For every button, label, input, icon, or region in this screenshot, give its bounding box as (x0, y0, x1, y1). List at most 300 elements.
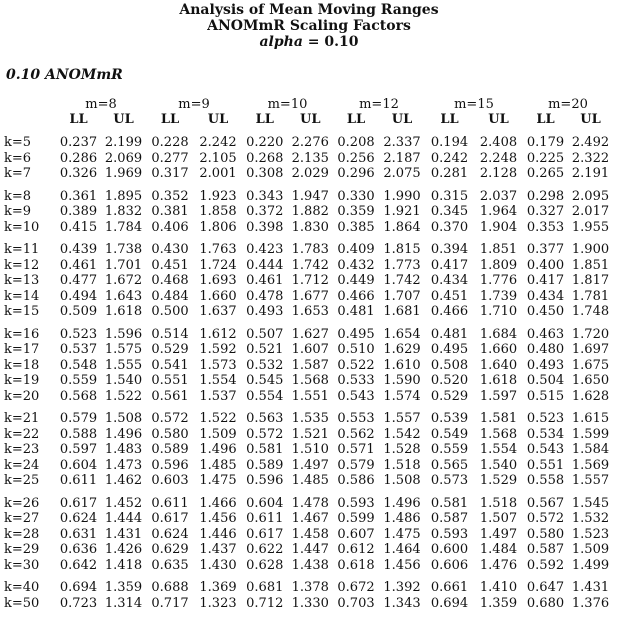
ll-value: 0.327 (526, 204, 565, 219)
ll-value: 0.466 (337, 288, 375, 304)
ul-value: 1.497 (479, 526, 518, 542)
ll-value: 0.389 (59, 204, 98, 219)
ul-value: 2.029 (291, 166, 329, 181)
ll-value: 0.522 (337, 357, 375, 373)
ll-value: 0.712 (246, 595, 284, 611)
k-label: k=7 (4, 166, 32, 181)
ll-value: 0.415 (59, 219, 98, 235)
column-header-m: m=10 (267, 97, 308, 112)
ul-value: 1.618 (104, 304, 143, 319)
ll-ul-header-row (4, 112, 613, 128)
ul-value: 1.573 (199, 357, 237, 373)
ll-value: 0.597 (59, 442, 98, 457)
table-row (4, 458, 613, 474)
ul-value: 1.947 (291, 188, 329, 204)
ul-value: 1.485 (199, 457, 237, 473)
subheader-ll: LL (255, 112, 274, 127)
ul-value: 1.654 (383, 326, 421, 342)
ll-value: 0.628 (246, 557, 284, 573)
ul-value: 1.650 (571, 373, 610, 388)
ll-value: 0.559 (430, 442, 469, 457)
ll-value: 0.599 (337, 511, 375, 526)
title-line-2: ANOMmR Scaling Factors (207, 18, 411, 34)
ll-value: 0.507 (246, 326, 284, 342)
ll-value: 0.281 (430, 166, 469, 181)
ll-value: 0.543 (526, 442, 565, 457)
ll-value: 0.596 (151, 457, 189, 473)
corner-cell (4, 112, 56, 128)
ll-value: 0.562 (337, 426, 375, 442)
ul-value: 1.895 (104, 188, 143, 204)
ll-value: 0.572 (526, 511, 565, 526)
k-label: k=40 (4, 580, 40, 595)
ll-value: 0.298 (526, 188, 565, 204)
ll-value: 0.352 (151, 188, 189, 204)
ll-value: 0.703 (337, 595, 375, 611)
table-row (4, 527, 613, 543)
ul-value: 1.473 (104, 457, 143, 473)
ul-value: 1.610 (383, 357, 421, 373)
ul-value: 1.542 (383, 426, 421, 442)
ll-value: 0.611 (246, 511, 284, 526)
ul-value: 1.540 (104, 373, 143, 388)
ul-value: 1.452 (104, 495, 143, 511)
table-row (4, 427, 613, 443)
ul-value: 2.322 (571, 150, 610, 166)
ll-value: 0.494 (59, 288, 98, 304)
ll-value: 0.430 (151, 242, 189, 257)
ll-value: 0.495 (430, 342, 469, 357)
ul-value: 1.809 (479, 257, 518, 273)
ll-value: 0.581 (246, 442, 284, 457)
table-row (4, 235, 613, 258)
ll-value: 0.359 (337, 204, 375, 219)
ll-value: 0.572 (246, 426, 284, 442)
ll-value: 0.642 (59, 557, 98, 573)
ll-value: 0.265 (526, 166, 565, 181)
ul-value: 1.627 (291, 326, 329, 342)
ul-value: 1.484 (479, 542, 518, 557)
ul-value: 1.693 (199, 273, 237, 288)
ll-value: 0.484 (151, 288, 189, 304)
ll-value: 0.573 (430, 473, 469, 488)
subheader-ul: UL (488, 112, 509, 127)
ul-value: 1.456 (383, 557, 421, 573)
ll-value: 0.606 (430, 557, 469, 573)
ul-value: 2.095 (571, 188, 610, 204)
ll-value: 0.521 (246, 342, 284, 357)
ul-value: 2.017 (571, 204, 610, 219)
table-row (4, 166, 613, 182)
ul-value: 1.518 (383, 457, 421, 473)
ul-value: 1.496 (199, 442, 237, 457)
ul-value: 1.900 (571, 242, 610, 257)
title-line-1: Analysis of Mean Moving Ranges (179, 2, 439, 18)
table-row (4, 204, 613, 220)
ll-value: 0.580 (526, 526, 565, 542)
ll-value: 0.515 (526, 388, 565, 404)
table-row (4, 511, 613, 527)
k-label: k=6 (4, 150, 32, 166)
ll-value: 0.208 (337, 135, 375, 150)
ll-value: 0.629 (151, 542, 189, 557)
ll-value: 0.541 (151, 357, 189, 373)
ll-value: 0.372 (246, 204, 284, 219)
ll-value: 0.529 (151, 342, 189, 357)
ul-value: 2.075 (383, 166, 421, 181)
k-label: k=26 (4, 495, 40, 511)
ul-value: 1.478 (291, 495, 329, 511)
ll-value: 0.553 (337, 411, 375, 426)
ll-value: 0.500 (151, 304, 189, 319)
k-label: k=23 (4, 442, 40, 457)
ll-value: 0.308 (246, 166, 284, 181)
ul-value: 1.569 (571, 457, 610, 473)
table-row (4, 558, 613, 574)
ll-value: 0.326 (59, 166, 98, 181)
ul-value: 1.742 (383, 273, 421, 288)
ll-value: 0.480 (526, 342, 565, 357)
k-label: k=50 (4, 595, 40, 611)
ll-value: 0.481 (337, 304, 375, 319)
ll-value: 0.532 (246, 357, 284, 373)
table-row (4, 573, 613, 596)
ll-value: 0.450 (526, 304, 565, 319)
ul-value: 1.510 (291, 442, 329, 457)
ul-value: 1.447 (291, 542, 329, 557)
ll-value: 0.451 (430, 288, 469, 304)
ll-value: 0.612 (337, 542, 375, 557)
ll-value: 0.256 (337, 150, 375, 166)
ul-value: 1.851 (479, 242, 518, 257)
ll-value: 0.723 (59, 595, 98, 611)
ul-value: 1.773 (383, 257, 421, 273)
ul-value: 1.418 (104, 557, 143, 573)
ul-value: 1.590 (383, 373, 421, 388)
table-row (4, 342, 613, 358)
k-label: k=28 (4, 526, 40, 542)
ul-value: 1.475 (383, 526, 421, 542)
ul-value: 1.359 (104, 580, 143, 595)
subheader-ll: LL (536, 112, 555, 127)
ul-value: 1.629 (383, 342, 421, 357)
title-line-3 (0, 34, 618, 50)
ll-value: 0.315 (430, 188, 469, 204)
table-row (4, 373, 613, 389)
table-row (4, 220, 613, 236)
ul-value: 1.832 (104, 204, 143, 219)
corner-cell (4, 97, 56, 112)
ll-value: 0.194 (430, 135, 469, 150)
ll-value: 0.317 (151, 166, 189, 181)
ul-value: 1.712 (291, 273, 329, 288)
ll-value: 0.681 (246, 580, 284, 595)
ll-value: 0.398 (246, 219, 284, 235)
ul-value: 1.458 (291, 526, 329, 542)
ll-value: 0.604 (59, 457, 98, 473)
ul-value: 2.128 (479, 166, 518, 181)
ul-value: 1.369 (199, 580, 237, 595)
ul-value: 1.587 (291, 357, 329, 373)
ll-value: 0.586 (337, 473, 375, 488)
ll-value: 0.286 (59, 150, 98, 166)
ll-value: 0.423 (246, 242, 284, 257)
ul-value: 1.462 (104, 473, 143, 488)
ul-value: 1.675 (571, 357, 610, 373)
ul-value: 1.969 (104, 166, 143, 181)
k-label: k=24 (4, 457, 40, 473)
ll-value: 0.451 (151, 257, 189, 273)
ul-value: 1.444 (104, 511, 143, 526)
ll-value: 0.554 (246, 388, 284, 404)
ul-value: 1.456 (199, 511, 237, 526)
ll-value: 0.534 (526, 426, 565, 442)
ll-value: 0.385 (337, 219, 375, 235)
table-row (4, 596, 613, 612)
ul-value: 1.581 (479, 411, 518, 426)
ll-value: 0.377 (526, 242, 565, 257)
ul-value: 1.343 (383, 595, 421, 611)
ul-value: 1.615 (571, 411, 610, 426)
ul-value: 1.522 (104, 388, 143, 404)
ll-value: 0.533 (337, 373, 375, 388)
ul-value: 2.135 (291, 150, 329, 166)
ll-value: 0.439 (59, 242, 98, 257)
table-row (4, 358, 613, 374)
k-label: k=20 (4, 388, 40, 404)
ul-value: 2.001 (199, 166, 237, 181)
ul-value: 1.486 (383, 511, 421, 526)
k-label: k=18 (4, 357, 40, 373)
table-body (4, 128, 613, 611)
ul-value: 1.529 (479, 473, 518, 488)
ll-value: 0.242 (430, 150, 469, 166)
ul-value: 1.640 (479, 357, 518, 373)
ll-value: 0.523 (526, 411, 565, 426)
ul-value: 1.431 (571, 580, 610, 595)
ll-value: 0.417 (430, 257, 469, 273)
ll-value: 0.579 (59, 411, 98, 426)
ul-value: 1.697 (571, 342, 610, 357)
ll-value: 0.588 (59, 426, 98, 442)
ul-value: 1.496 (104, 426, 143, 442)
ll-value: 0.589 (246, 457, 284, 473)
ul-value: 1.923 (199, 188, 237, 204)
ll-value: 0.509 (59, 304, 98, 319)
ul-value: 1.483 (104, 442, 143, 457)
ll-value: 0.444 (246, 257, 284, 273)
ll-value: 0.624 (151, 526, 189, 542)
k-label: k=30 (4, 557, 40, 573)
ul-value: 1.707 (383, 288, 421, 304)
column-header-m: m=15 (454, 97, 494, 112)
ul-value: 1.592 (199, 342, 237, 357)
ul-value: 1.528 (383, 442, 421, 457)
ll-value: 0.551 (151, 373, 189, 388)
column-header-m: m=9 (178, 97, 210, 112)
ul-value: 1.568 (291, 373, 329, 388)
subheader-ul: UL (207, 112, 229, 127)
ul-value: 1.467 (291, 511, 329, 526)
ul-value: 1.955 (571, 219, 610, 235)
ll-value: 0.596 (246, 473, 284, 488)
ll-value: 0.563 (246, 411, 284, 426)
ll-value: 0.617 (246, 526, 284, 542)
ul-value: 1.532 (571, 511, 610, 526)
ll-value: 0.587 (526, 542, 565, 557)
ll-value: 0.468 (151, 273, 189, 288)
ul-value: 1.437 (199, 542, 237, 557)
ul-value: 1.681 (383, 304, 421, 319)
ll-value: 0.593 (430, 526, 469, 542)
ul-value: 1.496 (383, 495, 421, 511)
ul-value: 1.815 (383, 242, 421, 257)
ll-value: 0.548 (59, 357, 98, 373)
ll-value: 0.624 (59, 511, 98, 526)
ul-value: 2.187 (383, 150, 421, 166)
ul-value: 1.990 (383, 188, 421, 204)
ll-value: 0.571 (337, 442, 375, 457)
ll-value: 0.604 (246, 495, 284, 511)
ul-value: 1.637 (199, 304, 237, 319)
alpha-value: = 0.10 (302, 34, 359, 50)
ul-value: 1.653 (291, 304, 329, 319)
ll-value: 0.593 (337, 495, 375, 511)
ll-value: 0.611 (151, 495, 189, 511)
ul-value: 1.376 (571, 595, 610, 611)
ul-value: 1.464 (383, 542, 421, 557)
ul-value: 1.557 (571, 473, 610, 488)
ll-value: 0.514 (151, 326, 189, 342)
ul-value: 1.314 (104, 595, 143, 611)
subheader-ul: UL (113, 112, 134, 127)
ll-value: 0.478 (246, 288, 284, 304)
ll-value: 0.343 (246, 188, 284, 204)
ul-value: 1.574 (383, 388, 421, 404)
ul-value: 1.475 (199, 473, 237, 488)
ul-value: 1.537 (199, 388, 237, 404)
ll-value: 0.537 (59, 342, 98, 357)
subheader-ll: LL (160, 112, 180, 127)
ll-value: 0.353 (526, 219, 565, 235)
column-header-m: m=12 (359, 97, 399, 112)
ul-value: 1.882 (291, 204, 329, 219)
ul-value: 1.660 (199, 288, 237, 304)
column-header-m: m=8 (85, 97, 117, 112)
ll-value: 0.179 (526, 135, 565, 150)
k-label: k=11 (4, 242, 40, 257)
ul-value: 1.742 (291, 257, 329, 273)
subheader-ll: LL (69, 112, 88, 127)
ul-value: 1.509 (571, 542, 610, 557)
ll-value: 0.461 (246, 273, 284, 288)
ul-value: 1.518 (479, 495, 518, 511)
ll-value: 0.587 (430, 511, 469, 526)
ul-value: 1.554 (479, 442, 518, 457)
table-row (4, 182, 613, 205)
ul-value: 1.904 (479, 219, 518, 235)
ll-value: 0.417 (526, 273, 565, 288)
k-label: k=10 (4, 219, 40, 235)
table-row (4, 473, 613, 489)
ll-value: 0.631 (59, 526, 98, 542)
ll-value: 0.510 (337, 342, 375, 357)
ll-value: 0.647 (526, 580, 565, 595)
table-row (4, 404, 613, 427)
ll-value: 0.694 (430, 595, 469, 611)
k-label: k=29 (4, 542, 40, 557)
ll-value: 0.493 (246, 304, 284, 319)
k-label: k=13 (4, 273, 40, 288)
ll-value: 0.434 (526, 288, 565, 304)
ul-value: 1.724 (199, 257, 237, 273)
ll-value: 0.543 (337, 388, 375, 404)
ll-value: 0.477 (59, 273, 98, 288)
ul-value: 1.643 (104, 288, 143, 304)
ul-value: 1.575 (104, 342, 143, 357)
table-row (4, 320, 613, 343)
ul-value: 1.677 (291, 288, 329, 304)
ul-value: 2.105 (199, 150, 237, 166)
ll-value: 0.277 (151, 150, 189, 166)
ll-value: 0.504 (526, 373, 565, 388)
ul-value: 2.069 (104, 150, 143, 166)
ll-value: 0.400 (526, 257, 565, 273)
k-label: k=25 (4, 473, 40, 488)
ll-value: 0.607 (337, 526, 375, 542)
ul-value: 1.783 (291, 242, 329, 257)
ll-value: 0.572 (151, 411, 189, 426)
ll-value: 0.617 (59, 495, 98, 511)
ul-value: 1.628 (571, 388, 610, 404)
ll-value: 0.622 (246, 542, 284, 557)
ll-value: 0.558 (526, 473, 565, 488)
ll-value: 0.581 (430, 495, 469, 511)
table-row (4, 489, 613, 512)
ll-value: 0.463 (526, 326, 565, 342)
ul-value: 1.817 (571, 273, 610, 288)
ll-value: 0.409 (337, 242, 375, 257)
ll-value: 0.579 (337, 457, 375, 473)
ul-value: 1.596 (104, 326, 143, 342)
table-row (4, 389, 613, 405)
ul-value: 1.701 (104, 257, 143, 273)
ul-value: 2.037 (479, 188, 518, 204)
ul-value: 2.337 (383, 135, 421, 150)
k-label: k=8 (4, 188, 32, 204)
ul-value: 1.763 (199, 242, 237, 257)
k-label: k=22 (4, 426, 40, 442)
ul-value: 1.507 (479, 511, 518, 526)
ul-value: 1.660 (479, 342, 518, 357)
k-label: k=19 (4, 373, 40, 388)
ll-value: 0.589 (151, 442, 189, 457)
ll-value: 0.717 (151, 595, 189, 611)
section-label: 0.10 ANOMmR (6, 67, 123, 83)
ul-value: 1.781 (571, 288, 610, 304)
m-header-row (4, 97, 613, 112)
ul-value: 1.784 (104, 219, 143, 235)
ul-value: 1.535 (291, 411, 329, 426)
ul-value: 1.776 (479, 273, 518, 288)
ll-value: 0.225 (526, 150, 565, 166)
ll-value: 0.618 (337, 557, 375, 573)
k-label: k=15 (4, 304, 40, 319)
ul-value: 1.499 (571, 557, 610, 573)
table-row (4, 273, 613, 289)
ll-value: 0.268 (246, 150, 284, 166)
ul-value: 1.359 (479, 595, 518, 611)
